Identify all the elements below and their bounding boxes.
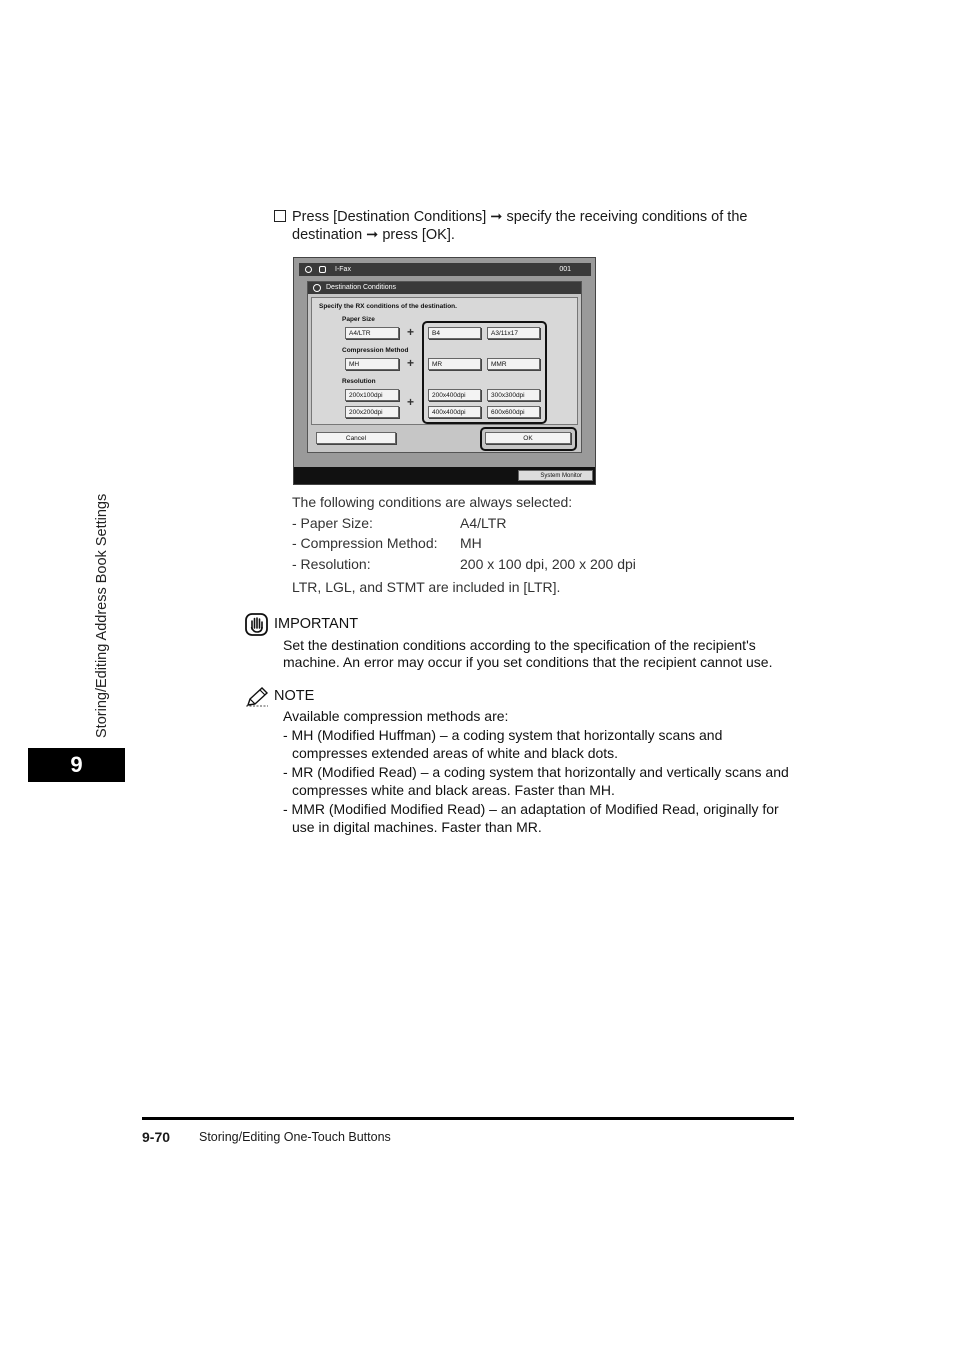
list-item: - MR (Modified Read) – a coding system that horizontally and vertically scans and compresses white and black areas. Faster than MH.: [283, 764, 789, 798]
condition-value: 200 x 100 dpi, 200 x 200 dpi: [460, 556, 636, 572]
resolution-200x400-button[interactable]: 200x400dpi: [428, 389, 481, 401]
list-item: - MH (Modified Huffman) – a coding system that horizontally scans and compresses extended areas of white and black dots.: [283, 727, 723, 761]
screen-statusbar: [294, 467, 595, 484]
note-intro: Available compression methods are:: [283, 708, 509, 724]
hand-stop-icon: [245, 613, 268, 636]
panel-instruction: Specify the RX conditions of the destination.: [319, 303, 457, 310]
selection-highlight-frame: [422, 321, 547, 424]
compression-label: Compression Method: [342, 347, 409, 354]
note-heading: NOTE: [274, 688, 315, 704]
plus-icon: +: [407, 356, 415, 370]
panel-header: [308, 282, 581, 294]
important-line: Set the destination conditions according to the specification of the recipient's: [283, 637, 756, 653]
ok-button[interactable]: OK: [485, 432, 571, 444]
arrow-icon: ➞: [490, 209, 503, 225]
screen-app-title: I-Fax: [335, 266, 351, 273]
paper-size-a3-button[interactable]: A3/11x17: [487, 327, 540, 339]
important-line: machine. An error may occur if you set conditions that the recipient cannot use.: [283, 654, 773, 670]
arrow-icon: ➞: [366, 227, 379, 243]
conditions-note: LTR, LGL, and STMT are included in [LTR].: [292, 579, 561, 595]
paper-size-b4-button[interactable]: B4: [428, 327, 481, 339]
checkbox-icon: [274, 210, 286, 222]
important-heading: IMPORTANT: [274, 616, 359, 632]
paper-size-a4-button[interactable]: A4/LTR: [345, 327, 399, 339]
paper-size-label: Paper Size: [342, 316, 375, 323]
list-item: - MMR (Modified Modified Read) – an adaptation of Modified Read, originally for use in digital machines. Faster than MR.: [283, 801, 779, 835]
condition-label: - Compression Method:: [292, 535, 438, 551]
resolution-300x300-button[interactable]: 300x300dpi: [487, 389, 540, 401]
condition-label: - Paper Size:: [292, 515, 373, 531]
chapter-tab: 9: [28, 748, 125, 782]
compression-mmr-button[interactable]: MMR: [487, 358, 540, 370]
resolution-200x100-button[interactable]: 200x100dpi: [345, 389, 399, 401]
resolution-400x400-button[interactable]: 400x400dpi: [428, 406, 481, 418]
condition-label: - Resolution:: [292, 556, 371, 572]
screen-job-number: 001: [559, 266, 571, 273]
fax-icon: [319, 266, 326, 273]
panel-title: Destination Conditions: [326, 284, 397, 291]
resolution-200x200-button[interactable]: 200x200dpi: [345, 406, 399, 418]
page-number: 9-70: [142, 1129, 171, 1145]
device-screenshot: [293, 257, 596, 485]
destination-conditions-panel: [307, 281, 582, 453]
system-monitor-button[interactable]: System Monitor: [518, 470, 593, 481]
resolution-600x600-button[interactable]: 600x600dpi: [487, 406, 540, 418]
step-instruction: Press [Destination Conditions] ➞ specify the receiving conditions of the destination ➞ press [OK].: [274, 208, 794, 244]
section-side-title: Storing/Editing Address Book Settings: [94, 493, 110, 738]
resolution-label: Resolution: [342, 378, 376, 385]
panel-icon: [313, 284, 321, 292]
plus-icon: +: [407, 325, 415, 339]
compression-mh-button[interactable]: MH: [345, 358, 399, 370]
conditions-intro: The following conditions are always selected:: [292, 494, 573, 510]
footer-rule: [142, 1117, 794, 1120]
pencil-icon: [245, 686, 269, 707]
condition-value: A4/LTR: [460, 515, 507, 531]
cancel-button[interactable]: Cancel: [316, 432, 396, 444]
screen-titlebar: [299, 263, 591, 276]
status-icon: [305, 266, 312, 273]
plus-icon: +: [407, 395, 415, 409]
panel-body: [311, 297, 578, 425]
condition-value: MH: [460, 535, 482, 551]
footer-title: Storing/Editing One-Touch Buttons: [199, 1130, 391, 1144]
compression-mr-button[interactable]: MR: [428, 358, 481, 370]
